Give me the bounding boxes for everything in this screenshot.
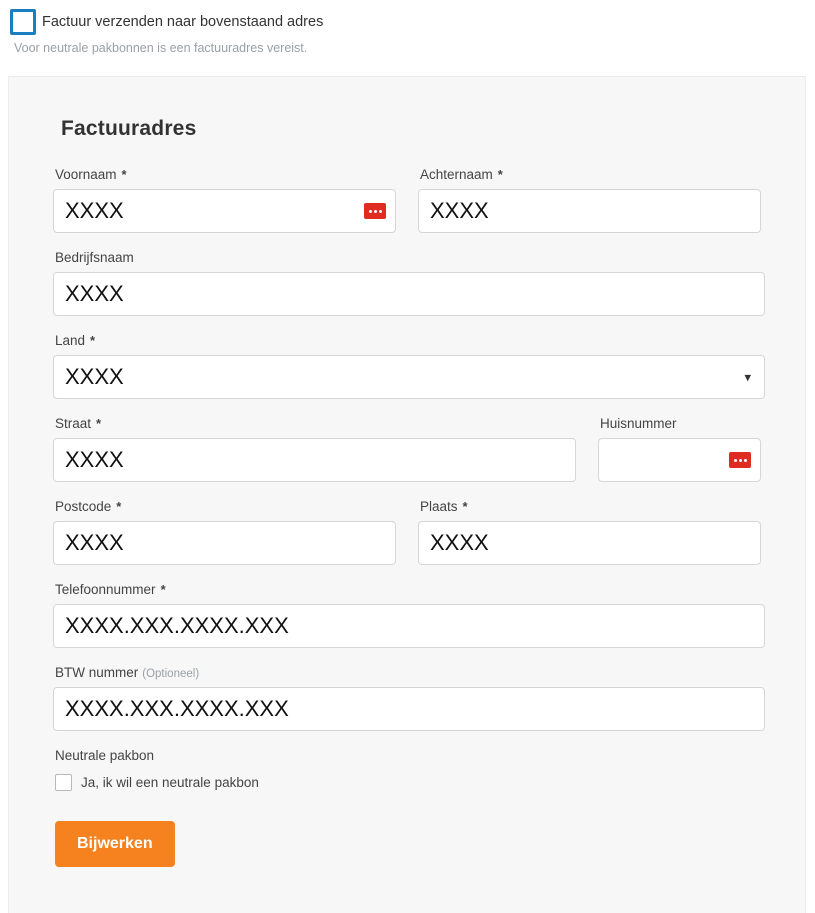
field-telefoonnummer [53,582,765,648]
required-marker: * [497,167,503,182]
password-manager-icon[interactable] [729,452,751,468]
billing-address-checkbox-row[interactable] [0,8,815,35]
send-invoice-to-above-address-checkbox[interactable] [10,9,36,35]
label-bedrijfsnaam [55,250,765,265]
required-marker: * [160,582,166,597]
label-voornaam [55,167,396,182]
label-plaats [420,499,761,514]
btw-nummer-input[interactable] [53,687,765,731]
password-manager-icon[interactable] [364,203,386,219]
page-title: Factuuradres [61,117,197,140]
neutrale-pakbon-checkbox[interactable] [55,774,72,791]
label-land [55,333,765,348]
label-plaats-text: Plaats [420,499,458,514]
label-huisnummer-text: Huisnummer [599,416,677,431]
label-postcode-text: Postcode [55,499,112,514]
label-straat-text: Straat [55,416,92,431]
label-huisnummer [600,416,761,431]
neutrale-pakbon-label: Neutrale pakbon [55,748,155,763]
label-achternaam-text: Achternaam [420,167,493,182]
label-btw-nummer-text: BTW nummer [55,665,139,680]
label-bedrijfsnaam-text: Bedrijfsnaam [55,250,134,265]
plaats-input[interactable] [418,521,761,565]
city-row [53,499,761,582]
label-telefoonnummer [55,582,765,597]
billing-address-card [8,76,806,913]
label-straat [55,416,576,431]
required-marker: * [121,167,127,182]
field-plaats [418,499,761,565]
name-row [53,167,761,250]
label-land-text: Land [55,333,86,348]
required-marker: * [462,499,468,514]
required-marker: * [90,333,96,348]
billing-address-help-text: Voor neutrale pakbonnen is een factuuradres vereist. [14,41,308,55]
field-bedrijfsnaam [53,250,765,316]
achternaam-input[interactable] [418,189,761,233]
field-straat [53,416,576,482]
send-invoice-to-above-address-label: Factuur verzenden naar bovenstaand adres [42,14,324,30]
telefoonnummer-input[interactable] [53,604,765,648]
label-achternaam [420,167,761,182]
label-postcode [55,499,396,514]
voornaam-input[interactable] [53,189,396,233]
straat-input[interactable] [53,438,576,482]
label-telefoonnummer-text: Telefoonnummer [55,582,156,597]
bedrijfsnaam-input[interactable] [53,272,765,316]
field-land [53,333,765,399]
required-marker: * [116,499,122,514]
street-row [53,416,761,499]
field-achternaam [418,167,761,233]
optional-marker: (Optioneel) [142,668,200,680]
label-btw-nummer [55,665,765,680]
field-huisnummer [598,416,761,482]
neutrale-pakbon-checkbox-row[interactable] [55,774,761,791]
field-postcode [53,499,396,565]
bijwerken-button[interactable]: Bijwerken [55,821,175,867]
field-voornaam [53,167,396,233]
field-btw-nummer [53,665,765,731]
chevron-down-icon: ▾ [744,369,751,385]
label-voornaam-text: Voornaam [55,167,117,182]
billing-address-toggle-area [0,0,815,55]
land-select[interactable] [53,355,765,399]
postcode-input[interactable] [53,521,396,565]
neutrale-pakbon-checkbox-label: Ja, ik wil een neutrale pakbon [81,775,259,790]
required-marker: * [96,416,102,431]
